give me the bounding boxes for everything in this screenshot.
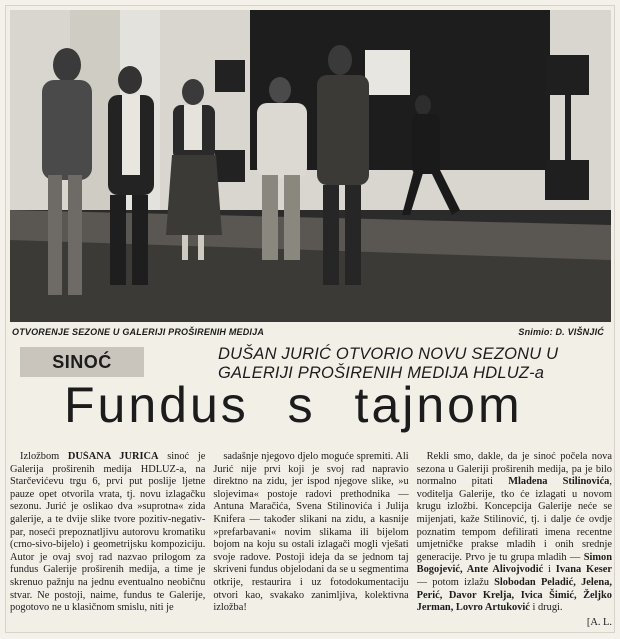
article-body [10, 451, 612, 629]
text-run-bold: Simon Bogojević, Ante Alivojvodić [416, 551, 612, 576]
text-run: sinoć je Galerija proširenih medija HDLUZ-a, na Starčevićevu trgu 6, prvi put poslije ljetne pauze opet otvorila vrata, tj. novu izlagačku sezonu. Jurić je oslikao dva »suprotna« zida galerije, a te dvije slike tvore pozitiv-negativ-par, noseći prepoznatljivu autorovu kromatiku (crno-sivo-bijelo) i geometrijsku kompoziciju. Autor je ovaj svoj rad nazvao prilogom za fundus Galerije proširenih medija, a time je skrenuo pažnju na jednu eventualno neobičnu stvar. Ne postoji, naime, fundus te Galerije, pogotovo ne u klasičnom smislu, niti je [10, 451, 206, 614]
main-headline: Fundus s tajnom [64, 377, 523, 433]
text-run-bold: Mladena Stilinovića [508, 476, 610, 488]
text-run-bold: DUŠANA JURIĆA [67, 451, 159, 462]
text-run: i [543, 564, 556, 576]
text-run: Izložbom [20, 451, 68, 462]
text-run: , voditelja Galerije, tko će izlagati u novom krugu izložbi. Koncepcija Galerije neće se mijenjati, kaže Stilinović, tj. i dalje će ovdje poznatim tempom defilirati imena recentne umjetničke prakse mladih i onih srednje generacije. Prvo je tu grupa mladih — [416, 476, 612, 563]
text-run: — potom izlažu [416, 576, 495, 588]
author-signature: [A. L. [586, 616, 612, 628]
photo-credit: Snimio: D. VIŠNJIĆ [518, 327, 604, 337]
press-photo [10, 10, 611, 322]
text-run: sadašnje njegovo djelo moguće spremiti. Ali Jurić nije prvi koji je svoj rad napravio direktno na zidu, jer ispod njegove slike, »u slojevima« postoje radovi prethodnika — Antuna Maračića, Svena Stilinovića i Julija Knifera — također slikani na zidu, a kasnije »prefarbavani« novim slikama ili bijelom bojom na koju su ostali izlagači mogli vješati svoje radove. Postoji ideja da se jednom taj skriveni fundus objelodani da se u segmentima otkrije, restaurira i uz fotodokumentaciju otvori kao, svakako zanimljiva, kolektivna izložba! [213, 451, 409, 614]
text-run-bold: Ivana Keser [555, 564, 612, 576]
article-column-3 [417, 451, 612, 629]
kicker-headline: DUŠAN JURIĆ OTVORIO NOVU SEZONU U GALERIJI PROŠIRENIH MEDIJA HDLUZ-a [218, 345, 559, 382]
text-run: i drugi. [529, 602, 563, 614]
article-column-1 [10, 451, 205, 629]
text-run: Rekli smo, dakle, da je sinoć počela nova sezona u Galeriji proširenih medija, pa je bilo normalno pitati [416, 451, 612, 488]
article-column-2 [213, 451, 408, 629]
photo-caption: OTVORENJE SEZONE U GALERIJI PROŠIRENIH MEDIJA [12, 327, 265, 337]
press-photo-image [10, 10, 611, 322]
section-tag: SINOĆ [20, 347, 144, 377]
text-run-bold: Slobodan Peladić, Jelena, Perić, Davor Krelja, Ivica Šimić, Željko Jerman, Lovro Artuković [416, 576, 612, 614]
